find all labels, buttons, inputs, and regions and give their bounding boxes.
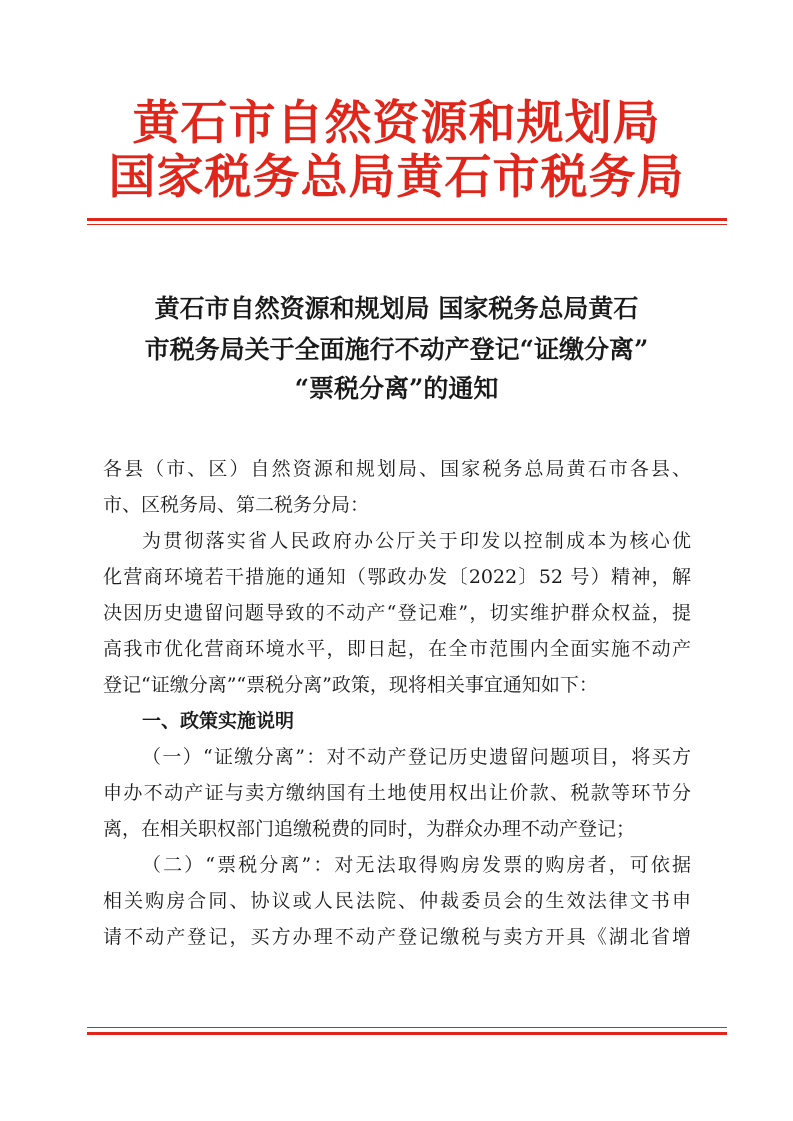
intro-line-3: 决因历史遗留问题导致的不动产“登记难”，切实维护群众权益，提: [103, 602, 691, 624]
item2-line-3: 请不动产登记，买方办理不动产登记缴税与卖方开具《湖北省增: [103, 926, 691, 948]
intro-line-1: 为贯彻落实省人民政府办公厅关于印发以控制成本为核心优: [142, 530, 691, 552]
title-line-1: 黄石市自然资源和规划局 国家税务总局黄石: [154, 294, 639, 323]
footer-rule-thick: [87, 1032, 727, 1035]
section-heading: 一、政策实施说明: [142, 710, 295, 732]
footer-rule-thin: [87, 1027, 727, 1028]
recipients-line-1: 各县（市、区）自然资源和规划局、国家税务总局黄石市各县、: [103, 458, 691, 480]
intro-line-4: 高我市优化营商环境水平，即日起，在全市范围内全面实施不动产: [103, 638, 691, 660]
header-rule-thick: [87, 218, 727, 221]
item2-line-2: 相关购房合同、协议或人民法院、仲裁委员会的生效法律文书申: [103, 890, 691, 912]
header-rule-thin: [87, 224, 727, 225]
intro-line-2: 化营商环境若干措施的通知（鄂政办发〔2022〕52 号）精神，解: [103, 566, 691, 588]
title-line-3: “票税分离”的通知: [294, 374, 499, 403]
item1-line-2: 申办不动产证与卖方缴纳国有土地使用权出让价款、税款等环节分: [103, 782, 691, 804]
letterhead-line-2: 国家税务总局黄石市税务局: [108, 150, 685, 205]
item1-line-1: （一）“证缴分离”：对不动产登记历史遗留问题项目，将买方: [142, 746, 691, 768]
item2-line-1: （二）“票税分离”：对无法取得购房发票的购房者，可依据: [142, 854, 691, 876]
title-line-2: 市税务局关于全面施行不动产登记“证缴分离”: [144, 335, 649, 364]
letterhead-line-1: 黄石市自然资源和规划局: [132, 96, 661, 151]
recipients-line-2: 市、区税务局、第二税务分局：: [103, 494, 370, 516]
item1-line-3: 离，在相关职权部门追缴税费的同时，为群众办理不动产登记；: [103, 818, 636, 840]
intro-line-5: 登记“证缴分离”“票税分离”政策，现将相关事宜通知如下：: [103, 674, 598, 696]
